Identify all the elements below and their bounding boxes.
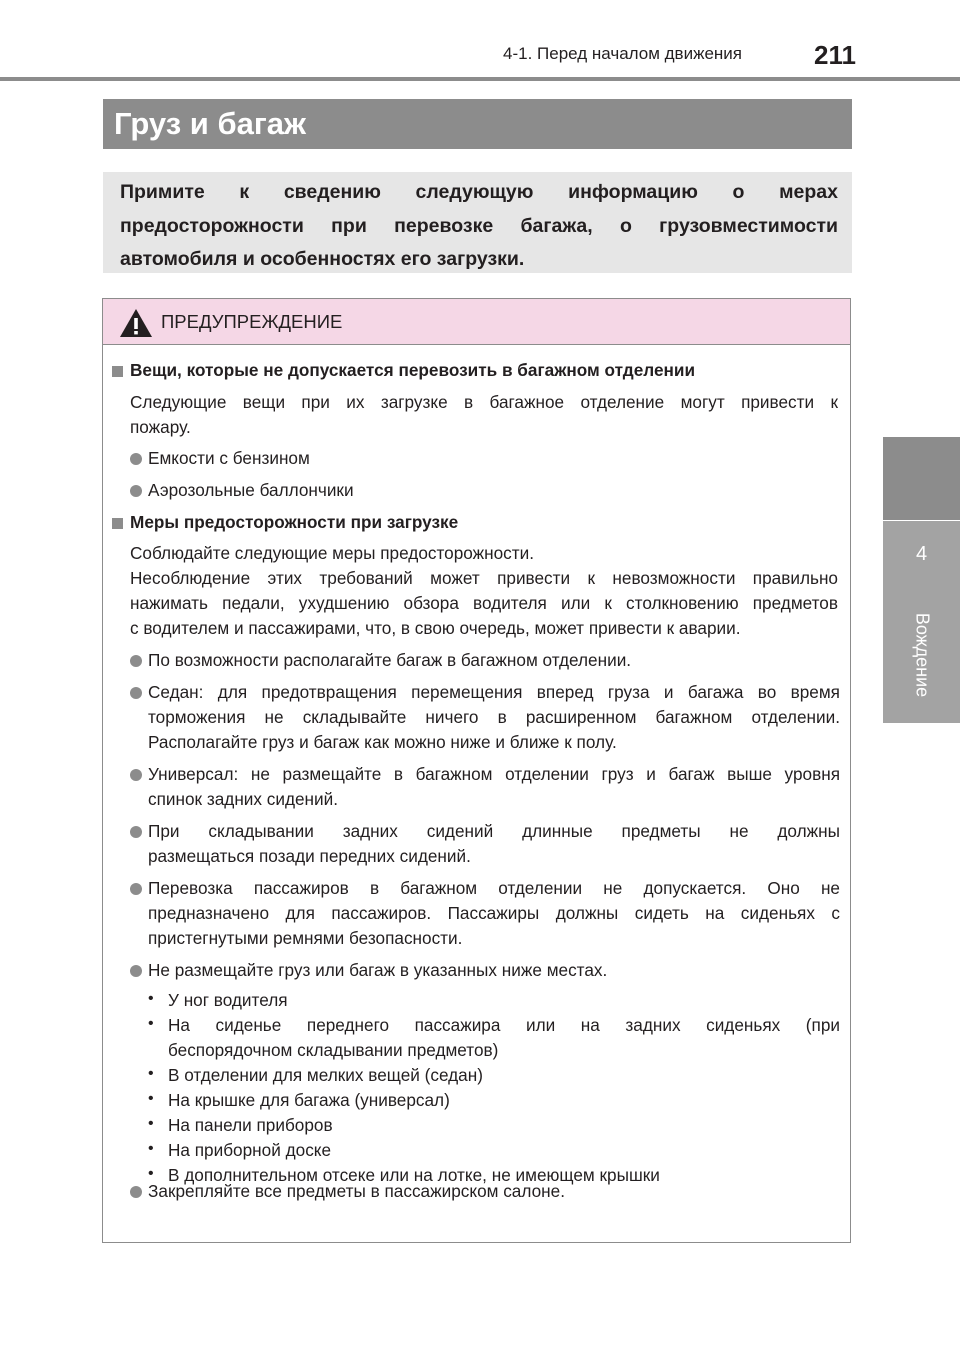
list-item-line: размещаться позади передних сидений.: [148, 846, 471, 866]
sub-item: На панели приборов: [168, 1115, 333, 1135]
circle-bullet-icon: [130, 485, 142, 497]
sub-item-line: беспорядочном складывании предметов): [168, 1040, 499, 1060]
intro-text: Примите к сведению следующую информацию о мерах предосторожности при перевозке багажа, о грузовместимости автомобиля и особенностях его загрузки.: [120, 181, 838, 270]
warning-header: [103, 299, 850, 345]
list-item-line: Располагайте груз и багаж как можно ниже и ближе к полу.: [148, 732, 617, 752]
list-item-line: пристегнутыми ремнями безопасности.: [148, 928, 463, 948]
chapter-label-container: [883, 600, 960, 710]
list-item: Универсал: не размещайте в багажном отделении груз и багаж выше уровня: [148, 764, 840, 784]
warning-triangle-icon: [119, 308, 153, 338]
list-item: Аэрозольные баллончики: [148, 480, 354, 500]
intro-box: [103, 172, 852, 273]
sub-item: У ног водителя: [168, 990, 288, 1010]
circle-bullet-icon: [130, 769, 142, 781]
header-divider: [0, 77, 960, 81]
list-item: Перевозка пассажиров в багажном отделении не допускается. Оно не: [148, 878, 840, 898]
circle-bullet-icon: [130, 453, 142, 465]
page-title: Груз и багаж: [114, 106, 306, 141]
sub-bullet: •: [148, 1015, 154, 1032]
list-item-line: торможения не складывайте ничего в расширенном багажном отделении.: [148, 707, 840, 727]
sub-item: На сиденье переднего пассажира или на задних сиденьях (при: [168, 1015, 840, 1035]
chapter-number: 4: [915, 543, 928, 565]
circle-bullet-icon: [130, 1186, 142, 1198]
sub-bullet: •: [148, 1115, 154, 1132]
circle-bullet-icon: [130, 655, 142, 667]
side-tab-top: [883, 437, 960, 520]
header-section-title: 4-1. Перед началом движения: [503, 44, 742, 63]
circle-bullet-icon: [130, 965, 142, 977]
sub-bullet: •: [148, 1090, 154, 1107]
sub-bullet: •: [148, 1165, 154, 1182]
square-bullet-icon: [112, 518, 123, 529]
sub-item: На крышке для багажа (универсал): [168, 1090, 450, 1110]
section-heading: Меры предосторожности при загрузке: [130, 512, 459, 532]
circle-bullet-icon: [130, 687, 142, 699]
paragraph-line: Следующие вещи при их загрузке в багажное отделение могут привести к: [130, 392, 838, 412]
sub-item: В дополнительном отсеке или на лотке, не имеющем крышки: [168, 1165, 660, 1185]
paragraph-line: пожару.: [130, 417, 191, 437]
paragraph-line: с водителем и пассажирами, что, в свою очередь, может привести к аварии.: [130, 618, 741, 638]
paragraph-line: Несоблюдение этих требований может привести к невозможности правильно: [130, 568, 838, 588]
list-item: Емкости с бензином: [148, 448, 310, 468]
sub-bullet: •: [148, 1140, 154, 1157]
sub-item: В отделении для мелких вещей (седан): [168, 1065, 483, 1085]
list-item-line: предназначено для пассажиров. Пассажиры должны сидеть на сиденьях с: [148, 903, 840, 923]
circle-bullet-icon: [130, 883, 142, 895]
sub-bullet: •: [148, 990, 154, 1007]
paragraph-line: нажимать педали, ухудшению обзора водителя или к столкновению предметов: [130, 593, 838, 613]
list-item: Закрепляйте все предметы в пассажирском салоне.: [148, 1181, 565, 1201]
sub-bullet: •: [148, 1065, 154, 1082]
list-item-line: спинок задних сидений.: [148, 789, 339, 809]
title-bar: [103, 99, 852, 149]
square-bullet-icon: [112, 366, 123, 377]
paragraph-line: Соблюдайте следующие меры предосторожности.: [130, 543, 535, 563]
section-heading: Вещи, которые не допускается перевозить в багажном отделении: [130, 360, 696, 380]
list-item: Не размещайте груз или багаж в указанных ниже местах.: [148, 960, 608, 980]
page-number: 211: [814, 40, 856, 70]
list-item: При складывании задних сидений длинные предметы не должны: [148, 821, 840, 841]
sub-item: На приборной доске: [168, 1140, 332, 1160]
warning-title: ПРЕДУПРЕЖДЕНИЕ: [161, 311, 343, 332]
list-item: По возможности располагайте багаж в багажном отделении.: [148, 650, 632, 670]
circle-bullet-icon: [130, 826, 142, 838]
list-item: Седан: для предотвращения перемещения вперед груза и багажа во время: [148, 682, 840, 702]
chapter-label: Вождение: [912, 612, 932, 698]
